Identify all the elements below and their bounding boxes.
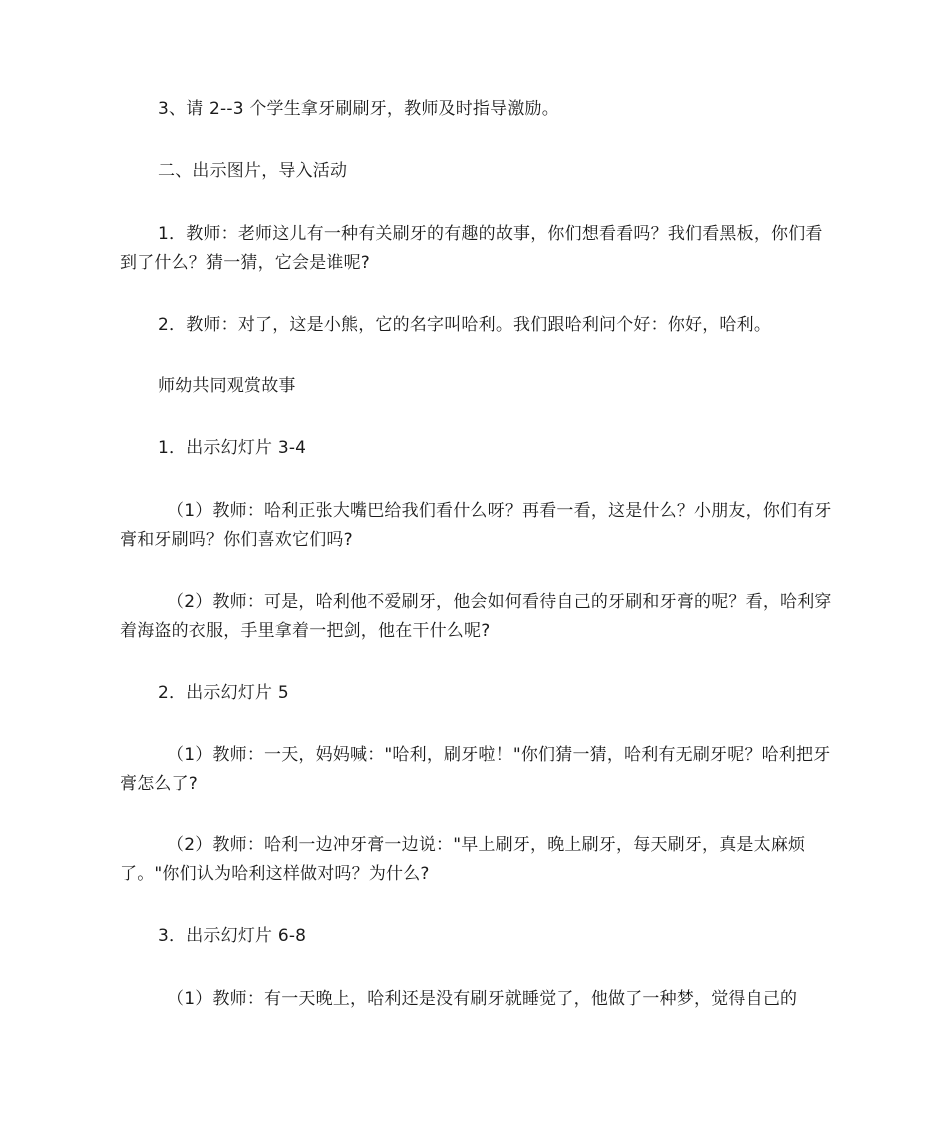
slide-heading-6-8: 3．出示幻灯片 6-8 (158, 926, 307, 946)
paragraph-slide-5-q2: （2）教师：哈利一边冲牙膏一边说："早上刷牙，晚上刷牙，每天刷牙，真是太麻烦了。"你们认为哈利这样做对吗？为什么? (120, 835, 806, 884)
slide-heading-5: 2．出示幻灯片 5 (158, 683, 289, 703)
paragraph-slide-3-4-q2: （2）教师：可是，哈利他不爱刷牙，他会如何看待自己的牙刷和牙膏的呢？看，哈利穿着海盗的衣服，手里拿着一把剑，他在干什么呢? (120, 592, 832, 641)
paragraph-slide-3-4-q1: （1）教师：哈利正张大嘴巴给我们看什么呀？再看一看，这是什么？小朋友，你们有牙膏和牙刷吗？你们喜欢它们吗? (120, 501, 832, 550)
slide-heading-3-4: 1．出示幻灯片 3-4 (158, 438, 307, 458)
paragraph-teacher-2: 2．教师：对了，这是小熊，它的名字叫哈利。我们跟哈利问个好：你好，哈利。 (158, 315, 772, 335)
paragraph-step-3: 3、请 2--3 个学生拿牙刷刷牙，教师及时指导激励。 (158, 99, 559, 119)
section-heading-story: 师幼共同观赏故事 (158, 376, 296, 396)
paragraph-slide-6-8-q1: （1）教师：有一天晚上，哈利还是没有刷牙就睡觉了，他做了一种梦，觉得自己的 (167, 989, 798, 1009)
paragraph-teacher-1: 1．教师：老师这儿有一种有关刷牙的有趣的故事，你们想看看吗？我们看黑板，你们看到了什么？猜一猜，它会是谁呢? (120, 224, 823, 273)
section-heading-2: 二、出示图片，导入活动 (158, 161, 348, 181)
paragraph-slide-5-q1: （1）教师：一天，妈妈喊："哈利，刷牙啦！"你们猜一猜，哈利有无刷牙呢？哈利把牙膏怎么了? (120, 745, 831, 794)
